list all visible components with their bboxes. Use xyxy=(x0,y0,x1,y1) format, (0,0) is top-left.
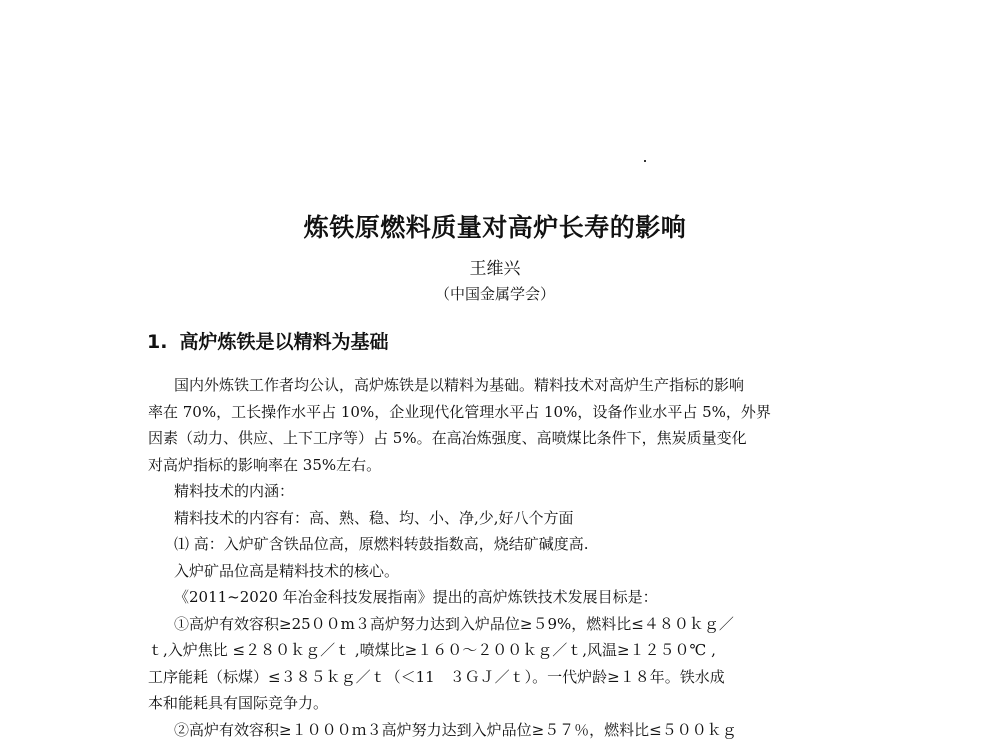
paragraph-line: 工序能耗（标煤）≤３８５ｋｇ／ｔ（＜11 ３ＧＪ／ｔ）。一代炉龄≥１８年。铁水成 xyxy=(148,667,725,686)
paragraph-line: ①高炉有效容积≥25００m３高炉努力达到入炉品位≥５9%，燃料比≤４８０ｋｇ／ xyxy=(174,614,734,633)
paragraph-line: 精料技术的内涵： xyxy=(174,482,295,500)
body-text xyxy=(148,372,848,743)
document-title: 炼铁原燃料质量对高炉长寿的影响 xyxy=(303,213,687,242)
paragraph-line: 率在 70%，工长操作水平占 10%，企业现代化管理水平占 10%，设备作业水平占 5%，外界 xyxy=(148,402,771,421)
paragraph-line: 对高炉指标的影响率在 35%左右。 xyxy=(148,455,382,474)
paragraph-line: 入炉矿品位高是精料技术的核心。 xyxy=(174,561,400,580)
section-number: 1. xyxy=(147,331,168,353)
author-name: 王维兴 xyxy=(469,259,521,279)
paragraph-line: ⑴ 高：入炉矿含铁品位高，原燃料转鼓指数高，烧结矿碱度高. xyxy=(174,535,589,553)
paragraph-line: 因素（动力、供应、上下工序等）占 5%。在高冶炼强度、高喷煤比条件下，焦炭质量变化 xyxy=(148,429,747,447)
paragraph-line: ｔ,入炉焦比 ≤２８０ｋｇ／ｔ ,喷煤比≥１６０～２００ｋｇ／ｔ,风温≥１２５０℃ , xyxy=(148,641,716,659)
scan-speck xyxy=(644,160,646,162)
section-heading xyxy=(147,327,388,354)
section-heading-text: 高炉炼铁是以精料为基础 xyxy=(179,331,389,353)
author-affiliation: （中国金属学会） xyxy=(434,285,555,303)
paragraph-line: ②高炉有效容积≥１０００ｍ３高炉努力达到入炉品位≥５７％，燃料比≤５００ｋｇ xyxy=(174,720,737,739)
paragraph-line: 国内外炼铁工作者均公认，高炉炼铁是以精料为基础。精料技术对高炉生产指标的影响 xyxy=(174,376,745,394)
paragraph-line: 本和能耗具有国际竞争力。 xyxy=(148,694,329,712)
paragraph-line: 《2011~2020 年冶金科技发展指南》提出的高炉炼铁技术发展目标是： xyxy=(174,588,658,606)
paragraph-line: 精料技术的内容有：高、熟、稳、均、小、净,少,好八个方面 xyxy=(174,508,574,527)
